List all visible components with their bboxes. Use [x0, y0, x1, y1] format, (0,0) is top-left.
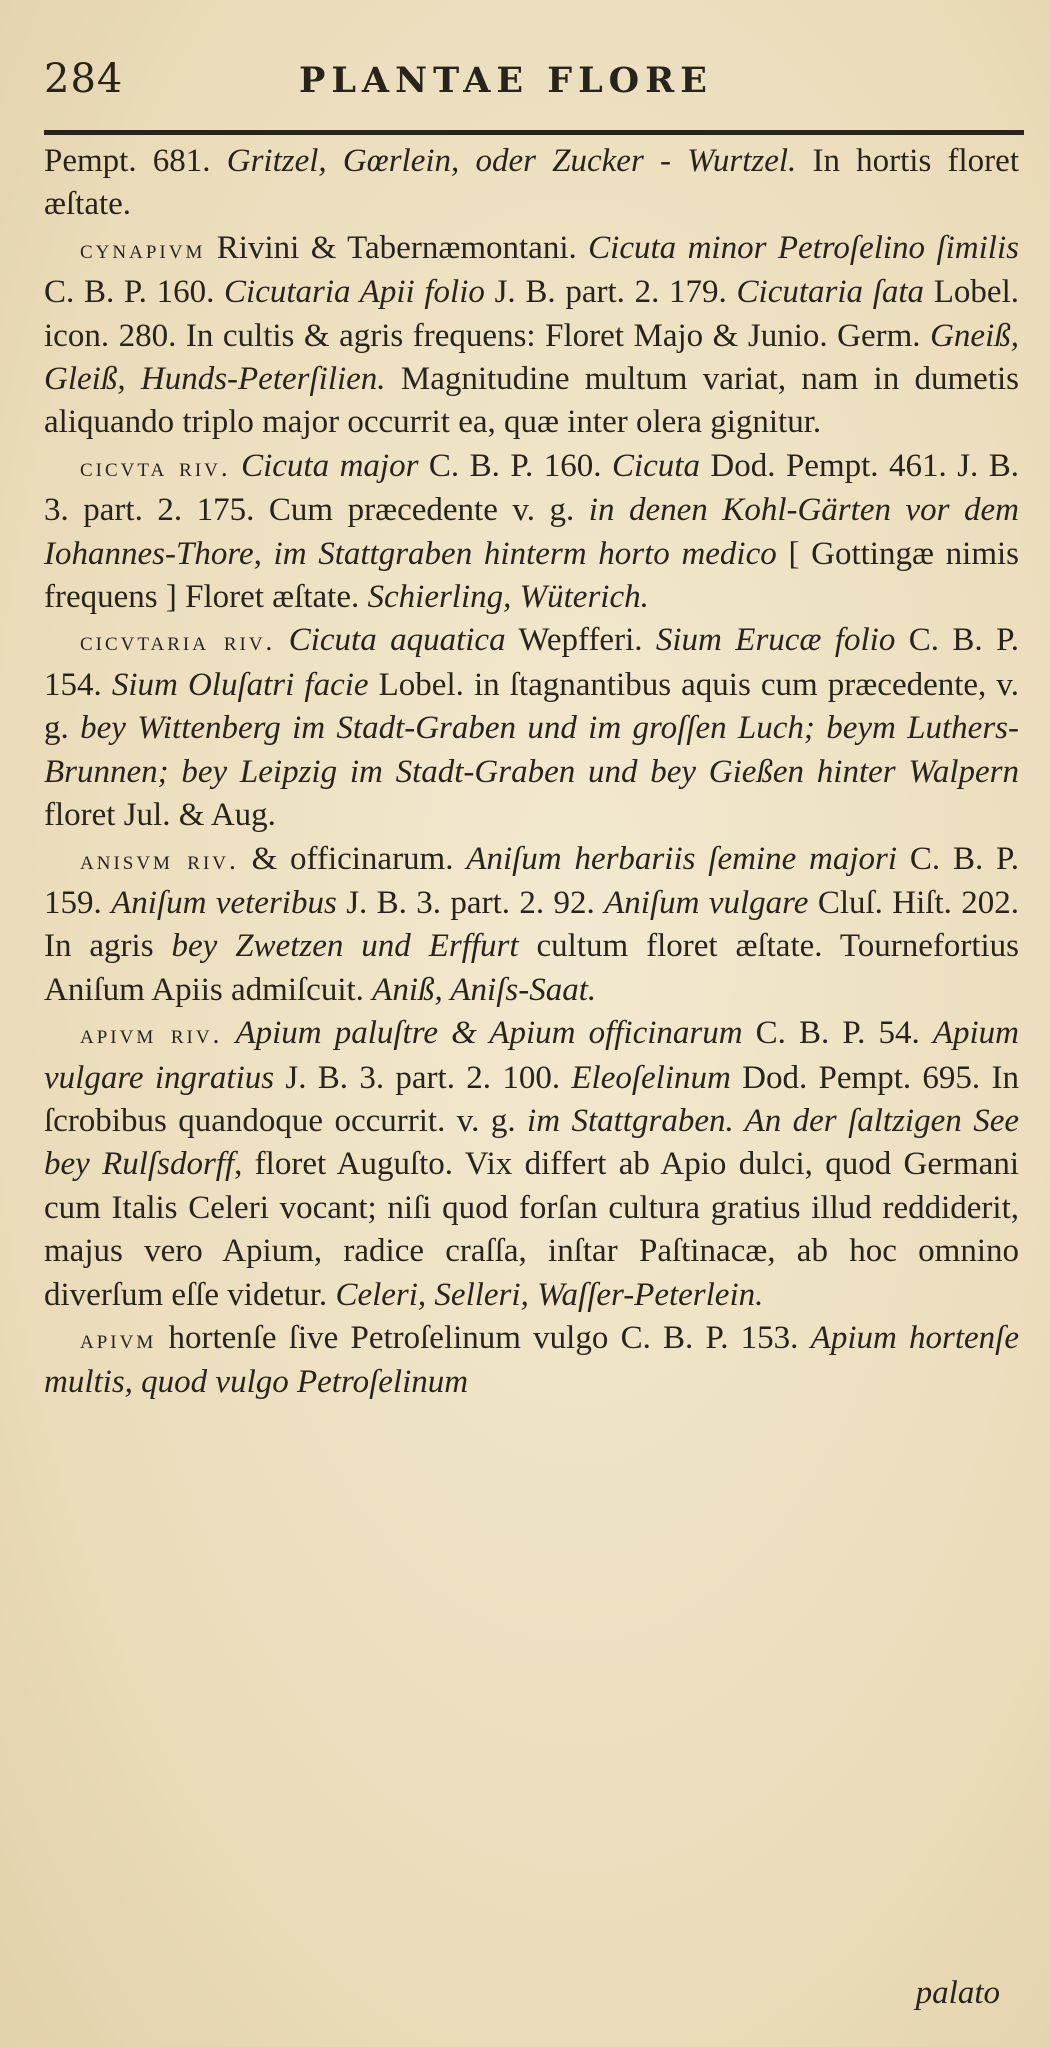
text-run: Rivini & Tabernæmontani.: [205, 229, 589, 266]
italic-text: Celeri, Selleri, Waſſer-Peterlein.: [335, 1276, 764, 1313]
paragraph-apium-hortense: [44, 1317, 1019, 1405]
paragraph-cynapium: [44, 227, 1019, 445]
text-run: hortenſe ſive Petroſelinum vulgo C. B. P. 153.: [156, 1319, 811, 1356]
text-run: J. B. 3. part. 2. 92.: [336, 884, 605, 921]
text-run: Cluſ. Hiſt. 202. In agris: [44, 884, 1020, 965]
page-number: 284: [44, 56, 124, 102]
paragraph-cicuta: [44, 445, 1019, 620]
text-run: C. B. P. 159.: [44, 840, 1020, 921]
entry-heading: apivm: [80, 1323, 157, 1354]
italic-text: Aniß, Aniſs-Saat.: [372, 971, 597, 1008]
running-title: PLANTAE FLORE: [299, 60, 713, 101]
italic-text: bey Wittenberg im Stadt-Graben und im groſſen Luch; beym Luthers-Brunnen; bey Leipzig im Stadt-Graben und bey Gießen hinter Walpern: [44, 710, 1020, 790]
entry-heading: cicvtaria riv.: [80, 626, 276, 657]
text-run: Wepfferi.: [505, 622, 656, 659]
italic-text: Sium Oluſatri facie: [111, 666, 369, 703]
italic-text: bey Zwetzen und Erffurt: [171, 928, 519, 965]
text-run: floret Jul. & Aug.: [44, 797, 276, 834]
italic-text: Apium vulgare ingratius: [44, 1015, 1020, 1096]
text-run: Dod. Pempt. 461. J. B. 3. part. 2. 175. Cum præcedente v. g.: [44, 447, 1020, 529]
text-run: J. B. part. 2. 179.: [484, 274, 737, 311]
text-run: [231, 448, 241, 484]
text-run: C. B. P. 160.: [418, 447, 612, 484]
italic-text: Cicutaria Apii folio: [224, 274, 485, 311]
text-run: Dod. Pempt. 695. In ſcrobibus quandoque occurrit. v. g.: [44, 1059, 1019, 1139]
paragraph-apium: [44, 1012, 1019, 1317]
italic-text: Apium hortenſe multis, quod vulgo Petroſelinum: [44, 1319, 1020, 1401]
text-run: Pempt. 681.: [44, 143, 227, 179]
italic-text: im Stattgraben. An der ſaltzigen See bey Rulſsdorff: [44, 1102, 1019, 1183]
paragraph-cicutaria: [44, 619, 1019, 837]
text-run: , floret Auguſto. Vix differt ab Apio dulci, quod Germani cum Italis Celeri vocant; niſi quod forſan cultura gratius illud reddiderit, majus vero Apium, radice craſſa, inſtar Paſtinacæ, ab hoc omnino diverſum eſſe videtur.: [44, 1146, 1019, 1313]
italic-text: Schierling, Wüterich.: [367, 579, 649, 616]
italic-text: Sium Erucæ folio: [655, 622, 896, 659]
italic-text: Aniſum herbariis ſemine majori: [466, 840, 898, 877]
page-body: [44, 140, 1019, 1405]
catchword: palato: [915, 1975, 1000, 2011]
italic-text: Gritzel, Gœrlein, oder Zucker - Wurtzel.: [226, 143, 797, 179]
text-run: J. B. 3. part. 2. 100.: [274, 1059, 572, 1096]
entry-heading: apivm riv.: [80, 1019, 223, 1050]
text-run: Lobel. icon. 280. In cultis & agris frequens: Floret Majo & Junio. Germ.: [44, 274, 1019, 354]
text-run: In hortis floret æſtate.: [44, 143, 1019, 223]
text-run: & officinarum.: [238, 840, 467, 877]
italic-text: Cicuta: [611, 447, 700, 484]
page-header: [44, 56, 1010, 112]
text-run: [ Gottingæ nimis frequens ] Floret æſtate.: [44, 535, 1020, 616]
text-run: Lobel. in ſtagnantibus aquis cum præcedente, v. g.: [44, 666, 1020, 747]
italic-text: Cicutaria ſata: [736, 274, 925, 311]
text-run: Magnitudine multum variat, nam in dumetis aliquando triplo major occurrit ea, quæ inter olera gignitur.: [44, 361, 1019, 441]
italic-text: Cicuta aquatica: [288, 622, 506, 659]
entry-heading: cicvta riv.: [80, 451, 231, 482]
text-run: C. B. P. 54.: [742, 1015, 933, 1052]
entry-heading: cynapivm: [80, 233, 206, 264]
italic-text: Eleoſelinum: [571, 1059, 731, 1096]
italic-text: Aniſum vulgare: [604, 884, 809, 921]
header-rule: [44, 130, 1024, 135]
text-run: cultum floret æſtate. Tournefortius Aniſum Apiis admiſcuit.: [44, 928, 1019, 1008]
text-run: C. B. P. 160.: [44, 274, 225, 311]
paragraph-anisum: [44, 838, 1019, 1013]
paragraph-gritzel-continuation: [44, 140, 1019, 227]
italic-text: Cicuta major: [241, 447, 419, 484]
italic-text: Aniſum veteribus: [111, 884, 337, 921]
italic-text: Gneiß, Gleiß, Hunds-Peterſilien.: [44, 317, 1019, 398]
entry-heading: anisvm riv.: [80, 844, 239, 875]
italic-text: Cicuta minor Petroſelino ſimilis: [588, 229, 1019, 266]
italic-text: in denen Kohl-Gärten vor dem Iohannes-Thore, im Stattgraben hinterm horto medico: [44, 492, 1019, 572]
text-run: [222, 1015, 235, 1051]
text-run: [275, 622, 288, 658]
italic-text: Apium paluſtre & Apium officinarum: [235, 1015, 743, 1052]
text-run: C. B. P. 154.: [44, 622, 1020, 703]
